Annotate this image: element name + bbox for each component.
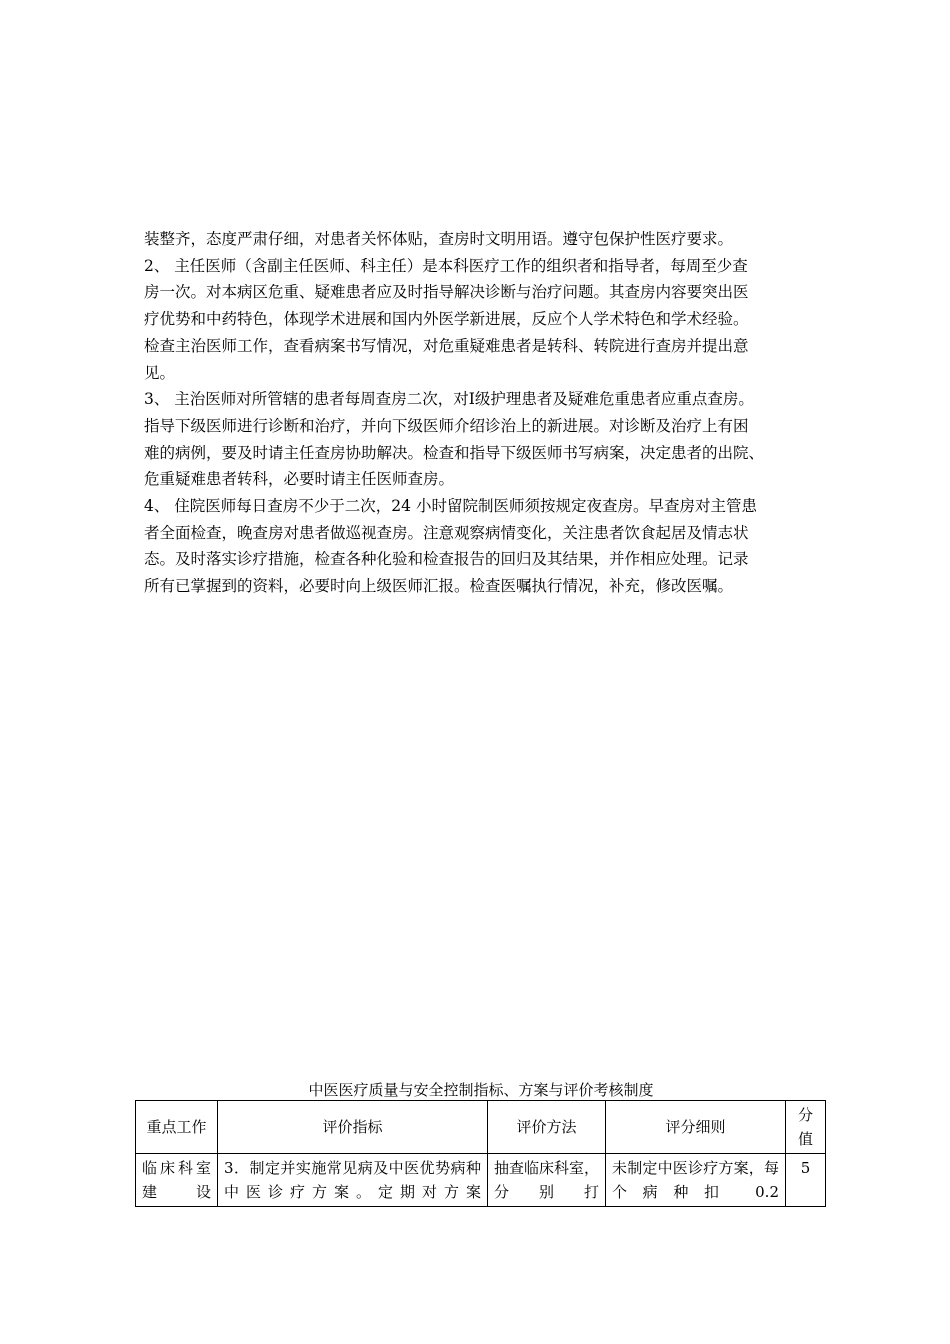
paragraph-line: 者全面检查，晚查房对患者做巡视查房。注意观察病情变化，关注患者饮食起居及情志状	[144, 523, 749, 542]
cell-method: 抽查临床科室，分别打	[488, 1154, 606, 1207]
header-score: 分值	[786, 1101, 826, 1154]
paragraph-line: 房一次。对本病区危重、疑难患者应及时指导解决诊断与治疗问题。其查房内容要突出医	[144, 283, 749, 302]
table-title: 中医医疗质量与安全控制指标、方案与评价考核制度	[308, 1081, 654, 1099]
cell-indicator: 3．制定并实施常见病及中医优势病种中医诊疗方案。定期对方案	[218, 1154, 488, 1207]
paragraph-line: 检查主治医师工作，查看病案书写情况，对危重疑难患者是转科、转院进行查房并提出意	[144, 336, 749, 355]
paragraph-line: 所有已掌握到的资料，必要时向上级医师汇报。检查医嘱执行情况，补充，修改医嘱。	[144, 577, 734, 596]
paragraph-line: 难的病例，要及时请主任查房协助解决。检查和指导下级医师书写病案，决定患者的出院、	[144, 443, 765, 462]
paragraph-line: 疗优势和中药特色，体现学术进展和国内外医学新进展，反应个人学术特色和学术经验。	[144, 310, 749, 329]
paragraph-line: 危重疑难患者转科，必要时请主任医师查房。	[144, 470, 455, 489]
cell-rules: 未制定中医诊疗方案，每个病种扣 0.2	[606, 1154, 786, 1207]
paragraph-line: 4、 住院医师每日查房不少于二次，24 小时留院制医师须按规定夜查房。早查房对主管患	[144, 497, 757, 516]
paragraph-line: 装整齐，态度严肃仔细，对患者关怀体贴，查房时文明用语。遵守包保护性医疗要求。	[144, 230, 734, 248]
cell-key-work: 临床科室建设	[136, 1154, 218, 1207]
header-rules: 评分细则	[606, 1101, 786, 1154]
paragraph-line: 3、 主治医师对所管辖的患者每周查房二次，对Ⅰ级护理患者及疑难危重患者应重点查房。	[144, 390, 754, 409]
paragraph-line: 指导下级医师进行诊断和治疗，并向下级医师介绍诊治上的新进展。对诊断及治疗上有困	[144, 416, 749, 435]
header-key-work: 重点工作	[136, 1101, 218, 1154]
evaluation-table	[135, 1100, 826, 1207]
header-method: 评价方法	[488, 1101, 606, 1154]
paragraph-line: 态。及时落实诊疗措施，检查各种化验和检查报告的回归及其结果，并作相应处理。记录	[144, 550, 749, 569]
table-row	[136, 1154, 826, 1207]
table-header-row	[136, 1101, 826, 1154]
header-indicator: 评价指标	[218, 1101, 488, 1154]
body-text	[144, 226, 812, 600]
paragraph-line: 2、 主任医师（含副主任医师、科主任）是本科医疗工作的组织者和指导者，每周至少查	[144, 256, 748, 275]
cell-score: 5	[786, 1154, 826, 1207]
paragraph-line: 见。	[144, 363, 176, 382]
